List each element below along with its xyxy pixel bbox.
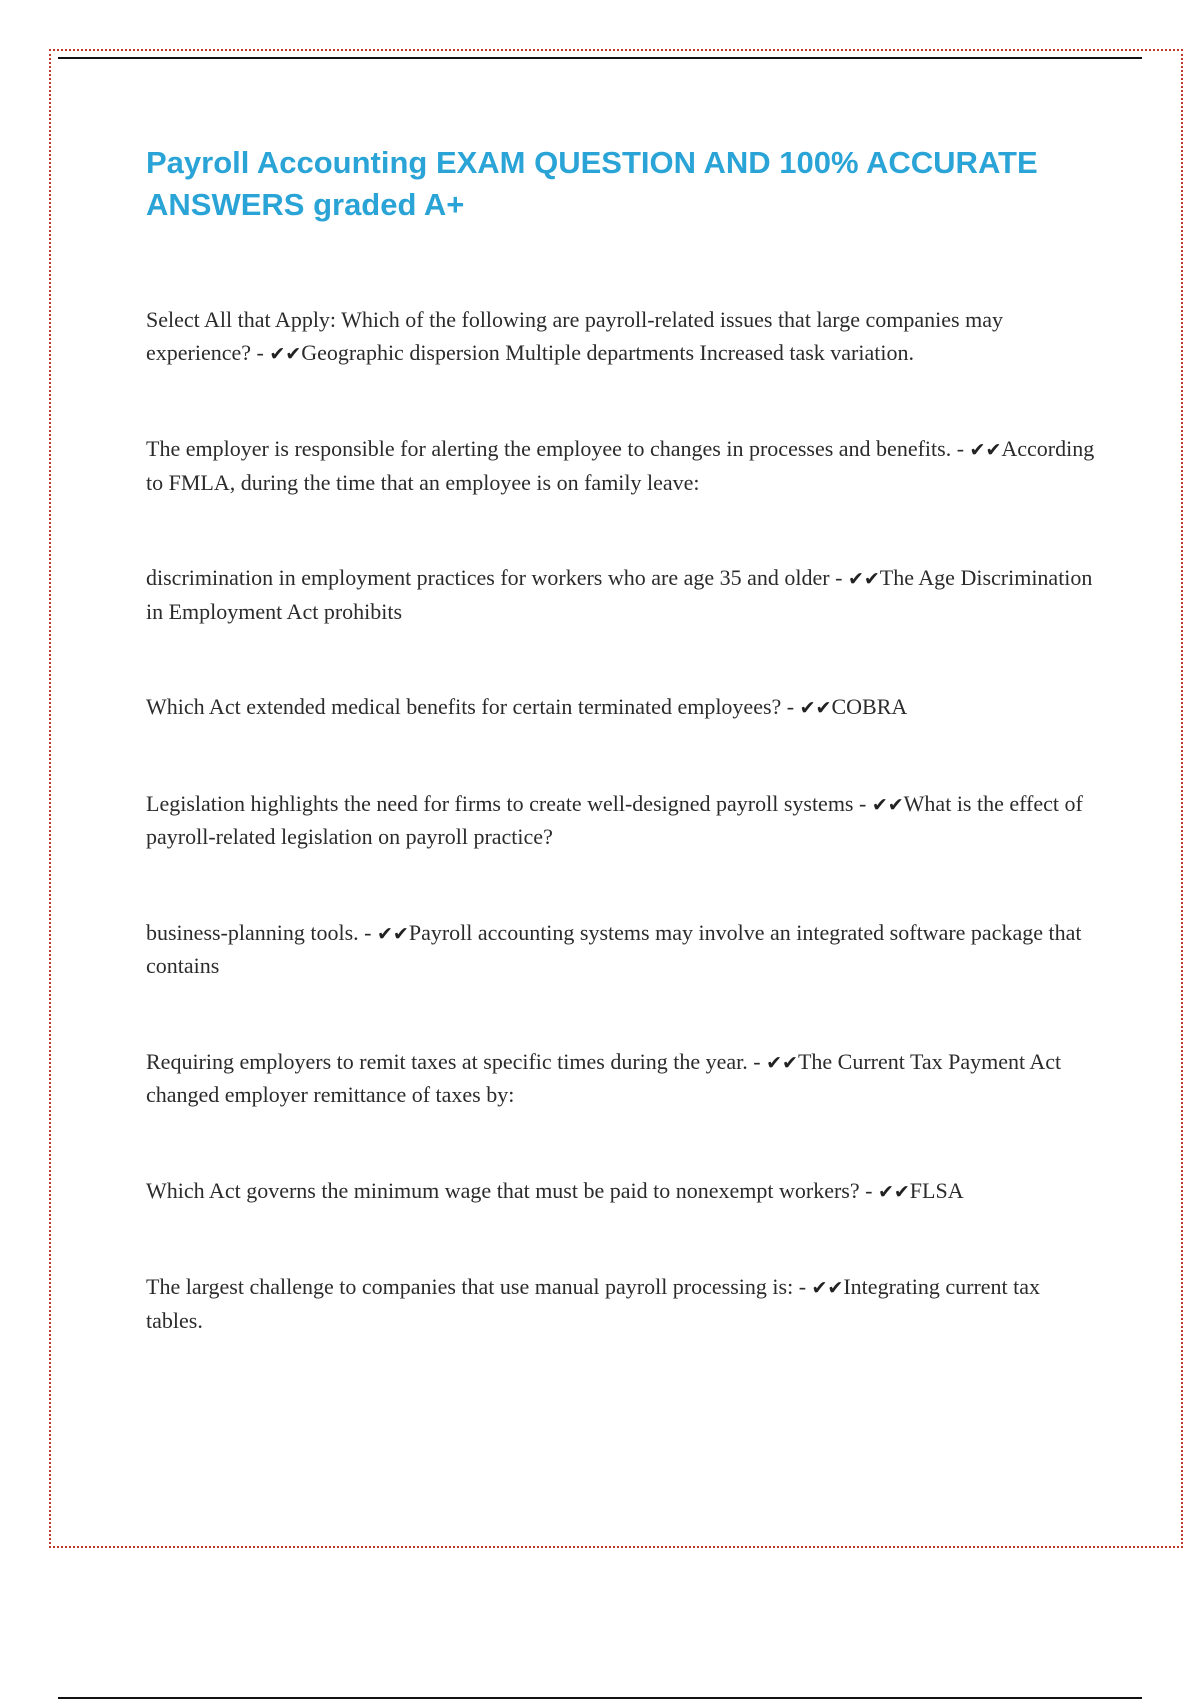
qa-item [146,1046,1096,1111]
qa-lead-text: Requiring employers to remit taxes at specific times during the year. [146,1048,748,1074]
double-check-icon: ✔✔ [269,342,302,365]
qa-separator: - [829,565,848,590]
qa-separator: - [951,436,970,461]
qa-follow-text: What is the effect of payroll-related legislation on payroll practice? [146,790,1083,849]
qa-lead-text: discrimination in employment practices for workers who are age 35 and older [146,565,830,590]
qa-lead-text: Which Act extended medical benefits for certain terminated employees? [146,694,782,719]
qa-follow-text: The Current Tax Payment Act changed employer remittance of taxes by: [146,1048,1062,1107]
qa-follow-text: The Age Discrimination in Employment Act prohibits [146,565,1093,624]
qa-item [146,788,1096,853]
double-check-icon: ✔✔ [969,439,1002,461]
document-body [146,142,1096,1400]
qa-follow-text: COBRA [831,694,908,719]
qa-follow-text: According to FMLA, during the time that an employee is on family leave: [146,436,1095,495]
qa-follow-text: Payroll accounting systems may involve an integrated software package that contains [146,919,1082,978]
footer-rule [58,1697,1142,1699]
qa-item [146,1175,1096,1208]
qa-separator: - [358,919,377,945]
qa-lead-text: Legislation highlights the need for firms to create well-designed payroll systems [146,790,854,816]
header-rule [58,57,1142,59]
double-check-icon: ✔✔ [847,568,880,590]
qa-list [146,304,1096,1336]
double-check-icon: ✔✔ [799,697,832,719]
qa-separator: - [859,1177,878,1203]
qa-follow-text: FLSA [909,1177,964,1203]
double-check-icon: ✔✔ [377,922,409,945]
qa-follow-text: Geographic dispersion Multiple departments Increased task variation. [301,339,914,365]
qa-item [146,917,1096,982]
double-check-icon: ✔✔ [877,1180,910,1203]
qa-item [146,433,1096,498]
qa-lead-text: business-planning tools. [146,919,359,945]
qa-item [146,691,1096,724]
qa-lead-text: Which Act governs the minimum wage that must be paid to nonexempt workers? [146,1177,860,1203]
qa-lead-text: Select All that Apply: Which of the following are payroll-related issues that large companies may experience? [146,307,1003,365]
qa-separator: - [853,790,872,816]
qa-separator: - [747,1048,767,1074]
qa-follow-text: Integrating current tax tables. [146,1274,1041,1333]
qa-item [146,304,1096,369]
qa-separator: - [781,694,800,719]
qa-lead-text: The employer is responsible for alerting the employee to changes in processes and benefits. [146,436,952,461]
qa-separator: - [793,1274,812,1299]
qa-item [146,1271,1096,1336]
double-check-icon: ✔✔ [766,1051,798,1074]
qa-separator: - [251,339,270,365]
qa-item [146,562,1096,627]
qa-lead-text: The largest challenge to companies that use manual payroll processing is: [146,1274,794,1299]
document-title: Payroll Accounting EXAM QUESTION AND 100% ACCURATE ANSWERS graded A+ [146,145,1038,222]
double-check-icon: ✔✔ [811,1277,844,1299]
double-check-icon: ✔✔ [871,793,904,816]
